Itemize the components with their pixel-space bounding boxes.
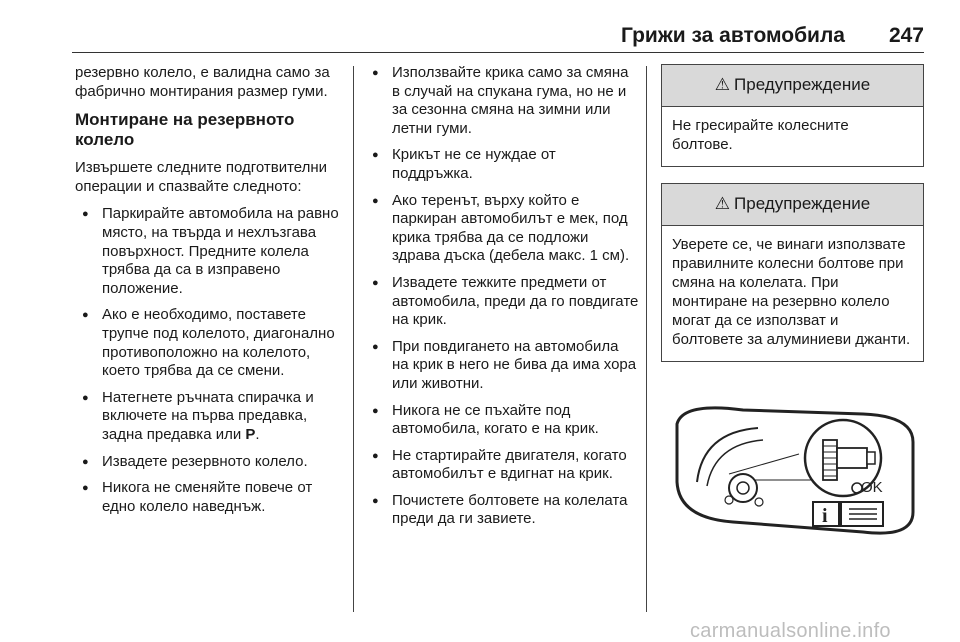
warning-header bbox=[662, 184, 923, 226]
info-icon: i bbox=[822, 505, 828, 527]
warning-triangle-icon: ⚠ bbox=[714, 194, 731, 214]
list-item bbox=[75, 389, 347, 445]
lead-paragraph: Извършете следните подготвителни операции и спазвайте следното: bbox=[75, 159, 328, 195]
list-item-text: Натегнете ръчната спирачка и включете на първа предавка, задна предавка или bbox=[102, 388, 314, 443]
section-heading: Монтиране на резервното колело bbox=[75, 110, 295, 150]
list-item-tail: . bbox=[255, 425, 260, 443]
column-divider-left bbox=[353, 66, 354, 612]
gear-p-symbol: P bbox=[245, 425, 256, 443]
list-item: ● Извадете тежките предмети от автомобила, преди да го повдигате на крик. bbox=[365, 274, 639, 330]
header-divider bbox=[72, 52, 924, 53]
intro-paragraph: резервно колело, е валидна само за фабрично монтирания размер гуми. bbox=[75, 64, 330, 100]
list-item: ● Крикът не се нуждае от поддръжка. bbox=[365, 146, 639, 183]
page-header bbox=[0, 0, 960, 52]
list-item: ● Ако теренът, върху който е паркиран автомобилът е мек, под крика трябва да се подложи здрава дъска (дебела макс. 1 см). bbox=[365, 192, 639, 266]
warning-header bbox=[662, 65, 923, 107]
wheel-bolt-illustration-svg bbox=[663, 362, 925, 566]
column-divider-right bbox=[646, 66, 647, 612]
warning-box-2 bbox=[661, 183, 924, 362]
column-left bbox=[75, 64, 347, 524]
column-right bbox=[661, 64, 924, 378]
list-item: ● Почистете болтовете на колелата преди да ги завиете. bbox=[365, 492, 639, 529]
warning-box-1 bbox=[661, 64, 924, 167]
list-item: ● Не стартирайте двигателя, когато автомобилът е вдигнат на крик. bbox=[365, 447, 639, 484]
page-title: Грижи за автомобила bbox=[620, 24, 845, 47]
list-item: ● Извадете резервното колело. bbox=[75, 453, 347, 472]
list-item: ● Паркирайте автомобила на равно място, на твърда и нехлъзгава повърхност. Предните колела трябва да са в изправено положение. bbox=[75, 205, 347, 298]
warning-title: Предупреждение bbox=[734, 75, 871, 95]
jack-safety-list bbox=[365, 64, 639, 529]
list-item: ● Никога не сменяйте повече от едно колело наведнъж. bbox=[75, 479, 347, 516]
list-item: ● При повдигането на автомобила на крик в него не бива да има хора или животни. bbox=[365, 338, 639, 394]
preparation-list bbox=[75, 205, 347, 516]
wheel-bolt-illustration bbox=[663, 362, 925, 566]
figure-ok-label: OK bbox=[861, 479, 883, 496]
list-item: ● Използвайте крика само за смяна в случай на спукана гума, но не и за сезонна смяна на зимни или летни гуми. bbox=[365, 64, 639, 138]
warning-triangle-icon: ⚠ bbox=[714, 75, 731, 95]
column-middle bbox=[365, 64, 639, 537]
watermark: carmanualsonline.info bbox=[690, 620, 891, 642]
list-item: ● Ако е необходимо, поставете трупче под колелото, диагонално противоположно на колелото, което трябва да се смени. bbox=[75, 306, 347, 380]
warning-text: Не гресирайте колесните болтове. bbox=[672, 117, 849, 153]
warning-text: Уверете се, че винаги използвате правилните колесни болтове при смяна на колелата. При монтиране на резервно колело могат да се използват и болтовете за алуминиеви джанти. bbox=[672, 236, 911, 348]
page-number: 247 bbox=[888, 24, 924, 47]
list-item: ● Никога не се пъхайте под автомобила, когато е на крик. bbox=[365, 402, 639, 439]
warning-title: Предупреждение bbox=[734, 194, 871, 214]
